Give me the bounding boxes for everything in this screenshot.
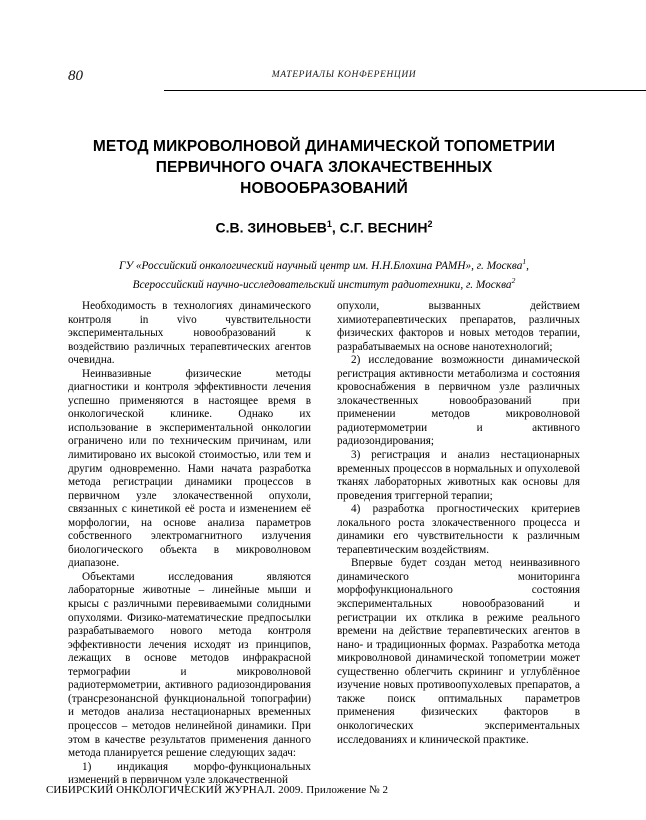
author-first-affil-marker: 1 [326,219,332,229]
article-title-line-1: МЕТОД МИКРОВОЛНОВОЙ ДИНАМИЧЕСКОЙ ТОПОМЕТРИИ [92,138,556,155]
paragraph: 2) исследование возможности динамической регистрация активности метаболизма и состояния кровоснабжения в первичном узле различных злокачественных новообразований при применении методов микроволновой радиотермометрии и активного радиозондирования; [337,354,580,448]
column-right [337,300,580,788]
article-title-line-3: НОВООБРАЗОВАНИЙ [240,180,408,197]
paragraph: 3) регистрация и анализ нестационарных временных процессов в нормальных и опухолевой тканях лабораторных животных как основы для проведения триггерной терапии; [337,449,580,502]
article-title [68,136,580,199]
affiliation-2: Всероссийский научно-исследовательский институт радиотехники, г. Москва [132,279,512,292]
affiliation-1-marker: 1 [522,256,527,266]
article-title-line-2: ПЕРВИЧНОГО ОЧАГА ЗЛОКАЧЕСТВЕННЫХ [155,159,493,176]
author-second-affil-marker: 2 [427,219,433,229]
running-head [68,68,580,94]
paragraph: Впервые будет создан метод неинвазивного динамического мониторинга морфофункционального состояния экспериментальных новообразований и регистрации их отклика в режиме реального времени на действие терапевтических агентов в нано- и традиционных формах. Разработка метода микроволновой динамической топометрии может существенно облегчить скрининг и углублённое изучение новых противоопухолевых препаратов, а также поиск оптимальных параметров применения физических факторов в онкологических экспериментальных исследованиях и клинической практике. [337,557,580,746]
authors-line [68,219,580,236]
paragraph: 1) индикация морфо-функциональных изменений в первичном узле злокачественной [68,760,311,787]
column-left [68,300,311,788]
affiliations [68,254,580,294]
page-footer: СИБИРСКИЙ ОНКОЛОГИЧЕСКИЙ ЖУРНАЛ. 2009. Приложение № 2 [46,784,389,796]
author-first: С.В. ЗИНОВЬЕВ [215,219,327,236]
affiliation-1-separator: , [526,259,529,272]
header-rule [164,90,646,91]
title-block [68,136,580,293]
paragraph: 4) разработка прогностических критериев локального роста злокачественного процесса и динамики его чувствительности к различным терапевтическим воздействиям. [337,503,580,556]
paragraph: опухоли, вызванных действием химиотерапевтических препаратов, различных физических факторов и новых методов терапии, разрабатываемых на основе нанотехнологий; [337,300,580,353]
body-columns [68,300,580,788]
paragraph: Неинвазивные физические методы диагностики и контроля эффективности лечения успешно применяются в настоящее время в онкологической клинике. Однако их использование в экспериментальной онкологии ограничено или по техническим причинам, или лимитировано их высокой стоимостью, или тем и другим одновременно. Нами начата разработка метода регистрации динамики процессов в первичном узле злокачественной опухоли, связанных с кинетикой её роста и изменением её морфологии, на основе анализа параметров собственного электромагнитного излучения биологического объекта в микроволновом диапазоне. [68,367,311,570]
affiliation-1: ГУ «Российский онкологический научный центр им. Н.Н.Блохина РАМН», г. Москва [119,259,523,272]
author-second: , С.Г. ВЕСНИН [331,219,428,236]
affiliation-2-marker: 2 [511,276,516,286]
running-title: МАТЕРИАЛЫ КОНФЕРЕНЦИИ [271,70,417,80]
page-number: 80 [68,68,83,84]
paragraph: Объектами исследования являются лабораторные животные – линейные мыши и крысы с различными перевиваемыми солидными опухолями. Физико-математические предпосылки разрабатываемого нового метода контроля эффективности лечения исходят из принципов, лежащих в основе методов инфракрасной термографии и микроволновой радиотермометрии, активного радиозондирования (трансрезонансной функциональной топографии) и методов анализа нестационарных временных процессов – методов нелинейной динамики. При этом в качестве результатов применения данного метода планируется решение следующих задач: [68,570,311,760]
paragraph: Необходимость в технологиях динамического контроля in vivo чувствительности экспериментальных новообразований к воздействию различных терапевтических агентов очевидна. [68,300,311,367]
